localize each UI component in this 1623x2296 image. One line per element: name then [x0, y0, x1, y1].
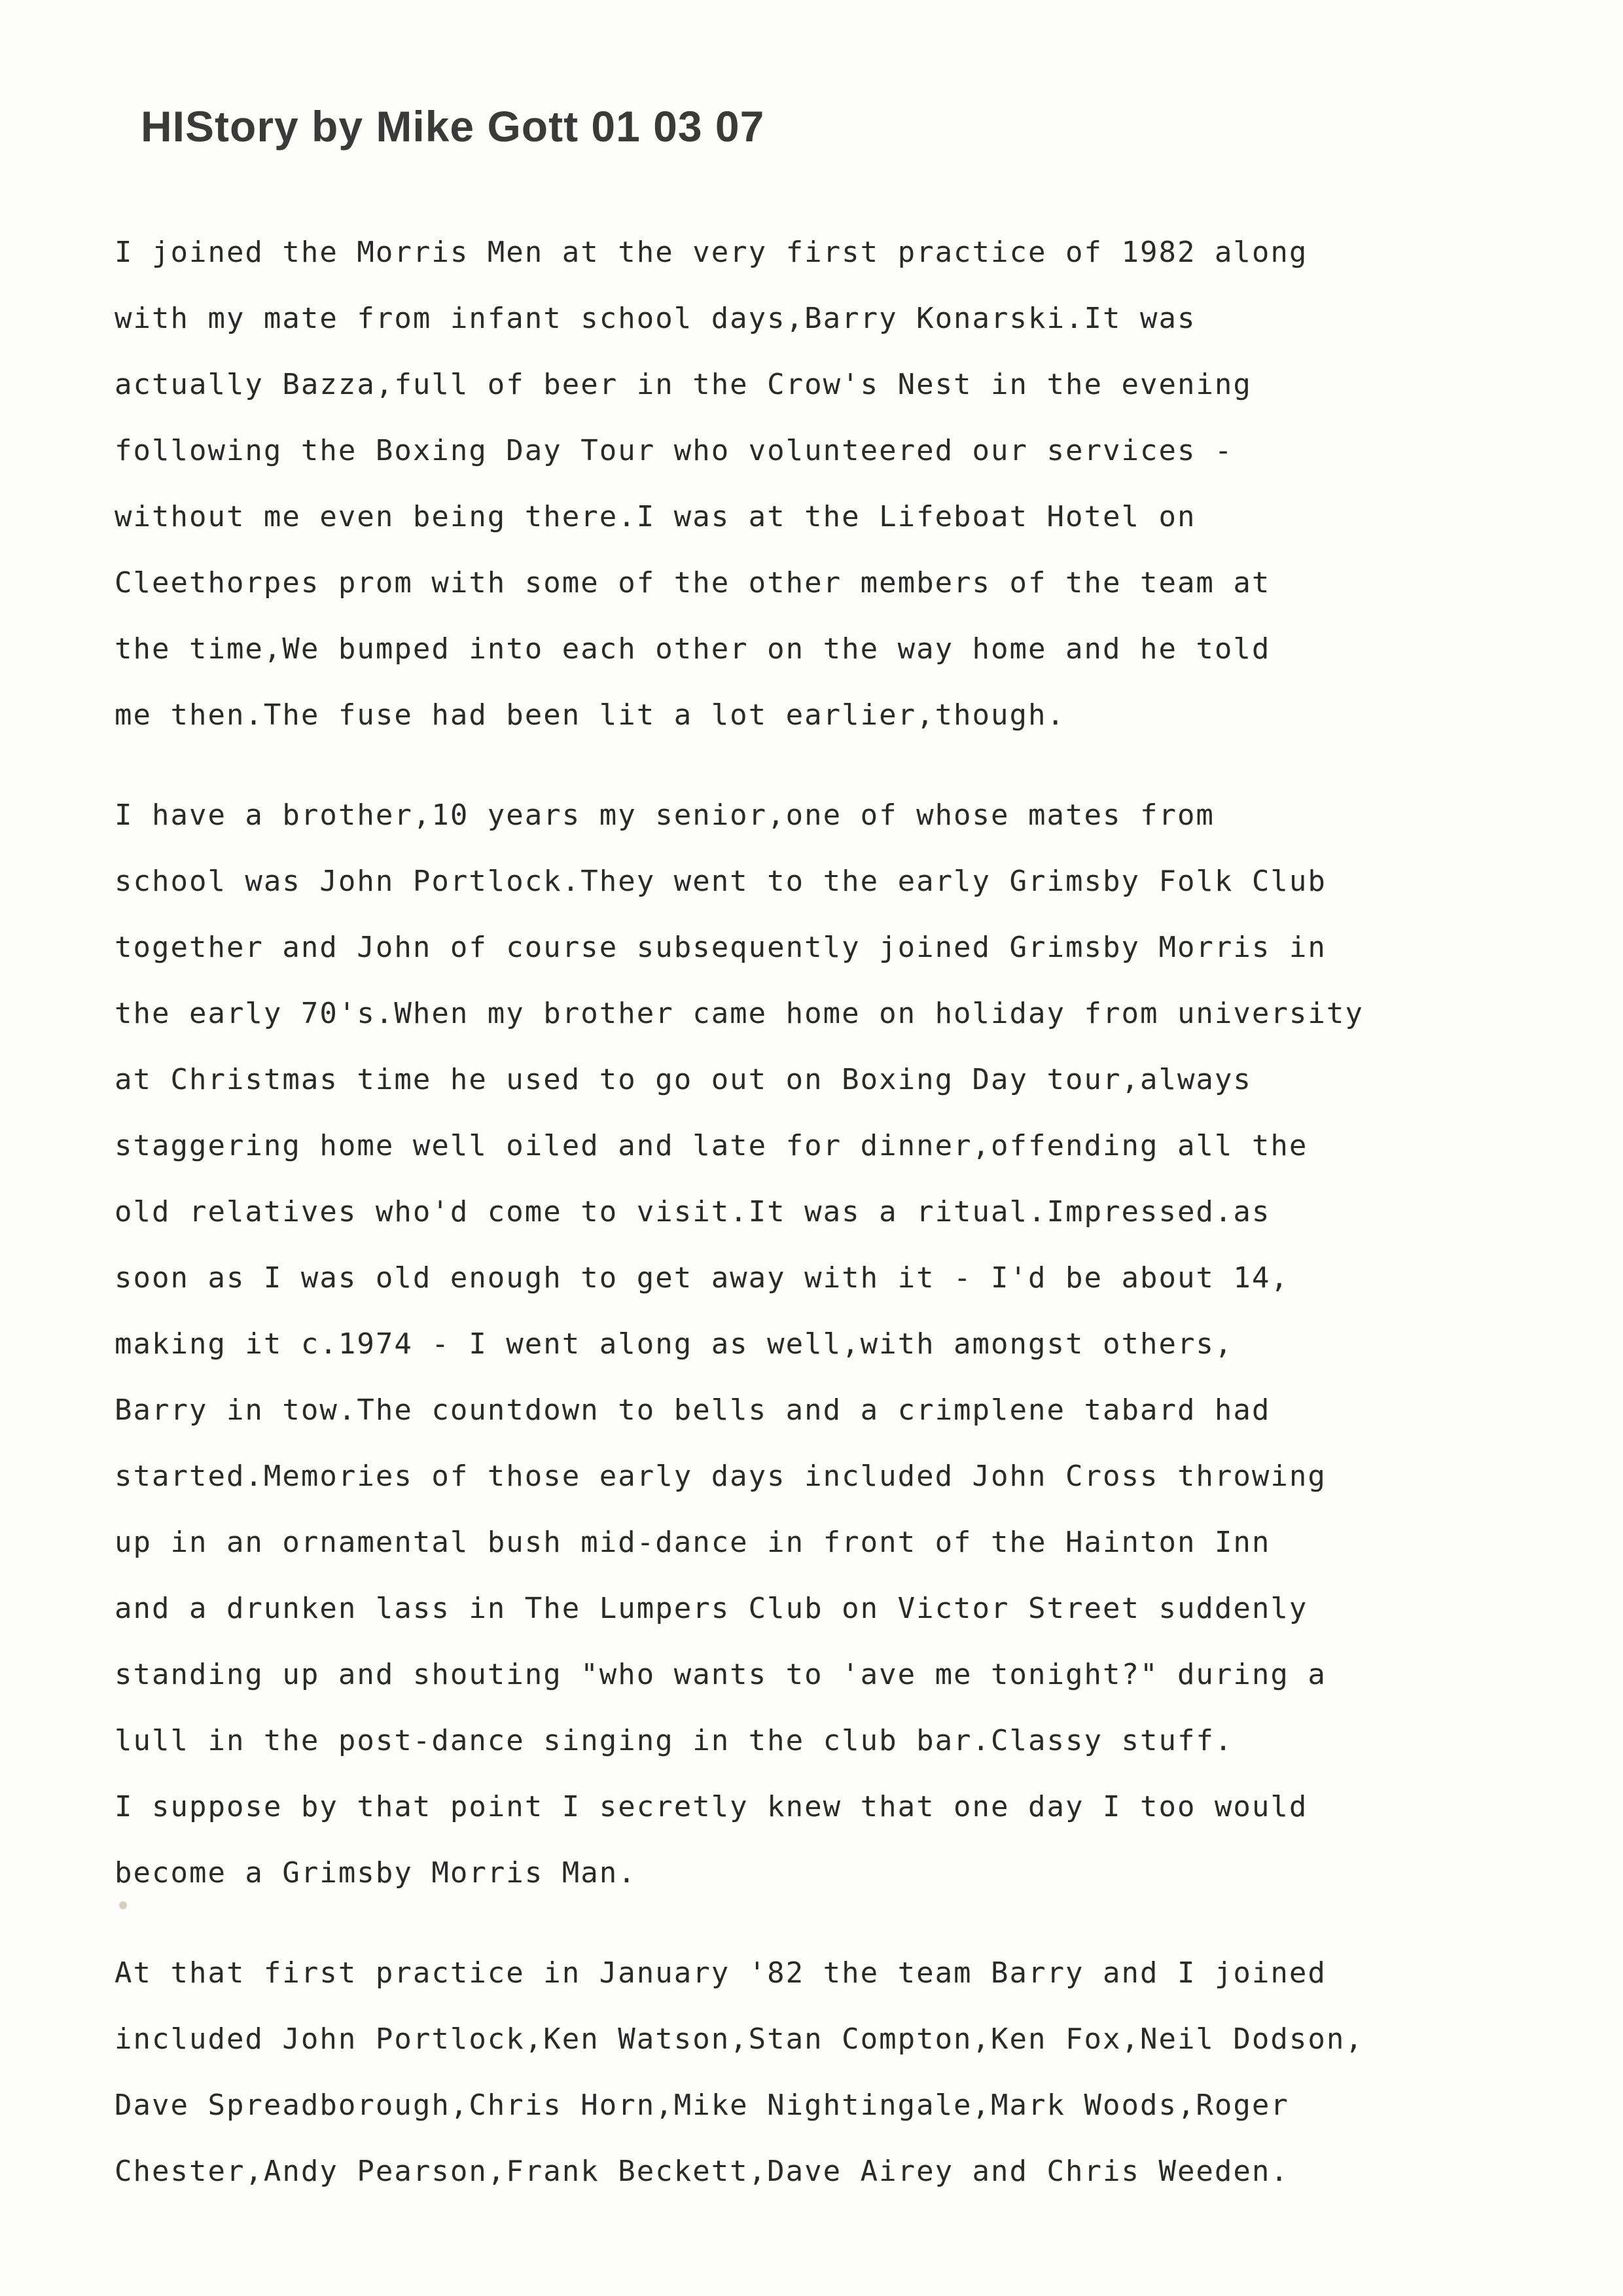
text-line: at Christmas time he used to go out on Boxing Day tour,always — [115, 1063, 1252, 1096]
text-line: up in an ornamental bush mid-dance in front of the Hainton Inn — [115, 1526, 1271, 1559]
text-line: included John Portlock,Ken Watson,Stan Compton,Ken Fox,Neil Dodson, — [115, 2022, 1364, 2056]
text-line: Chester,Andy Pearson,Frank Beckett,Dave Airey and Chris Weeden. — [115, 2155, 1289, 2188]
text-line: I have a brother,10 years my senior,one of whose mates from — [115, 798, 1215, 832]
text-line: Cleethorpes prom with some of the other members of the team at — [115, 566, 1271, 600]
text-line: and a drunken lass in The Lumpers Club on Victor Street suddenly — [115, 1592, 1308, 1625]
text-line: become a Grimsby Morris Man. — [115, 1856, 637, 1890]
text-line: Barry in tow.The countdown to bells and a crimplene tabard had — [115, 1393, 1271, 1427]
text-line: Dave Spreadborough,Chris Horn,Mike Nightingale,Mark Woods,Roger — [115, 2089, 1289, 2122]
text-line: staggering home well oiled and late for dinner,offending all the — [115, 1129, 1308, 1162]
document-body — [115, 219, 1502, 2238]
text-line: the early 70's.When my brother came home on holiday from university — [115, 997, 1364, 1030]
paragraph-3 — [115, 1940, 1502, 2204]
text-line: the time,We bumped into each other on the way home and he told — [115, 632, 1271, 666]
paragraph-1 — [115, 219, 1502, 748]
text-line: together and John of course subsequently joined Grimsby Morris in — [115, 931, 1327, 964]
text-line: I suppose by that point I secretly knew that one day I too would — [115, 1790, 1308, 1823]
text-line: started.Memories of those early days included John Cross throwing — [115, 1460, 1327, 1493]
text-line: lull in the post-dance singing in the club bar.Classy stuff. — [115, 1724, 1234, 1757]
text-line: At that first practice in January '82 the team Barry and I joined — [115, 1956, 1327, 1990]
text-line: old relatives who'd come to visit.It was a ritual.Impressed.as — [115, 1195, 1271, 1229]
document-title: HIStory by Mike Gott 01 03 07 — [141, 102, 765, 151]
text-line: with my mate from infant school days,Barry Konarski.It was — [115, 302, 1196, 335]
text-line: making it c.1974 - I went along as well,with amongst others, — [115, 1327, 1234, 1361]
paragraph-2 — [115, 782, 1502, 1906]
text-line: I joined the Morris Men at the very first practice of 1982 along — [115, 236, 1308, 269]
text-line: me then.The fuse had been lit a lot earlier,though. — [115, 698, 1066, 732]
text-line: without me even being there.I was at the Lifeboat Hotel on — [115, 500, 1196, 533]
paper-speck — [119, 1901, 127, 1909]
text-line: school was John Portlock.They went to the early Grimsby Folk Club — [115, 865, 1327, 898]
text-line: actually Bazza,full of beer in the Crow's Nest in the evening — [115, 368, 1252, 401]
text-line: standing up and shouting "who wants to 'ave me tonight?" during a — [115, 1658, 1327, 1691]
text-line: soon as I was old enough to get away with it - I'd be about 14, — [115, 1261, 1289, 1295]
text-line: following the Boxing Day Tour who volunteered our services - — [115, 434, 1234, 467]
